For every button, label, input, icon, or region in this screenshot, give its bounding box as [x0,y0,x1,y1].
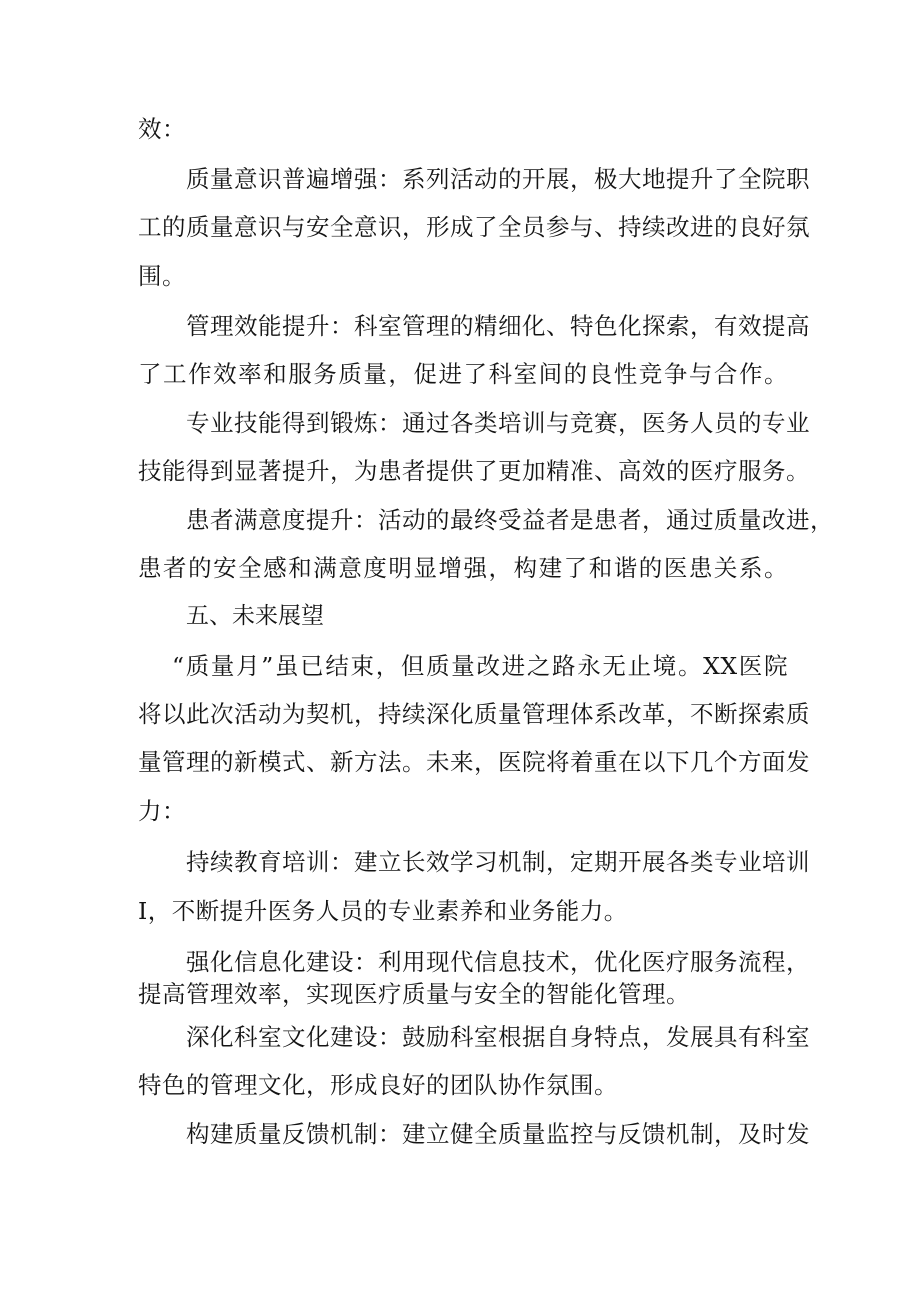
paragraph-line: 构建质量反馈机制：建立健全质量监控与反馈机制，及时发 [186,1120,810,1148]
paragraph-line: 质量意识普遍增强：系列活动的开展，极大地提升了全院职 [186,165,810,193]
paragraph-line: 强化信息化建设：利用现代信息技术，优化医疗服务流程， [186,948,810,976]
paragraph-line: 了工作效率和服务质量，促进了科室间的良性竞争与合作。 [138,360,788,388]
paragraph-line: 围。 [138,262,186,290]
paragraph-line: 深化科室文化建设：鼓励科室根据自身特点，发展具有科室 [186,1023,810,1051]
paragraph-line: 提高管理效率，实现医疗质量与安全的智能化管理。 [138,980,690,1008]
paragraph-line: 将以此次活动为契机，持续深化质量管理体系改革，不断探索质 [138,700,810,728]
paragraph-line: 特色的管理文化，形成良好的团队协作氛围。 [138,1071,618,1099]
paragraph-line: 患者的安全感和满意度明显增强，构建了和谐的医患关系。 [138,554,788,582]
paragraph-line: 持续教育培训：建立长效学习机制，定期开展各类专业培训 [186,848,810,876]
paragraph-line: 工的质量意识与安全意识，形成了全员参与、持续改进的良好氛 [138,213,810,241]
paragraph-line: Ⅰ，不断提升医务人员的专业素养和业务能力。 [138,897,628,925]
paragraph-line: 技能得到显著提升，为患者提供了更加精准、高效的医疗服务。 [138,457,810,485]
paragraph-line: 管理效能提升：科室管理的精细化、特色化探索，有效提高 [186,312,810,340]
paragraph-line: 患者满意度提升：活动的最终受益者是患者，通过质量改进， [186,506,834,534]
section-heading: 五、未来展望 [186,603,324,629]
paragraph-line: 专业技能得到锻炼：通过各类培训与竞赛，医务人员的专业 [186,409,810,437]
paragraph-line: 力： [138,797,186,825]
paragraph-line: 效： [138,115,186,143]
paragraph-line: 量管理的新模式、新方法。未来，医院将着重在以下几个方面发 [138,748,810,776]
paragraph-line: “质量月”虽已结束，但质量改进之路永无止境。XX医院 [172,652,788,680]
